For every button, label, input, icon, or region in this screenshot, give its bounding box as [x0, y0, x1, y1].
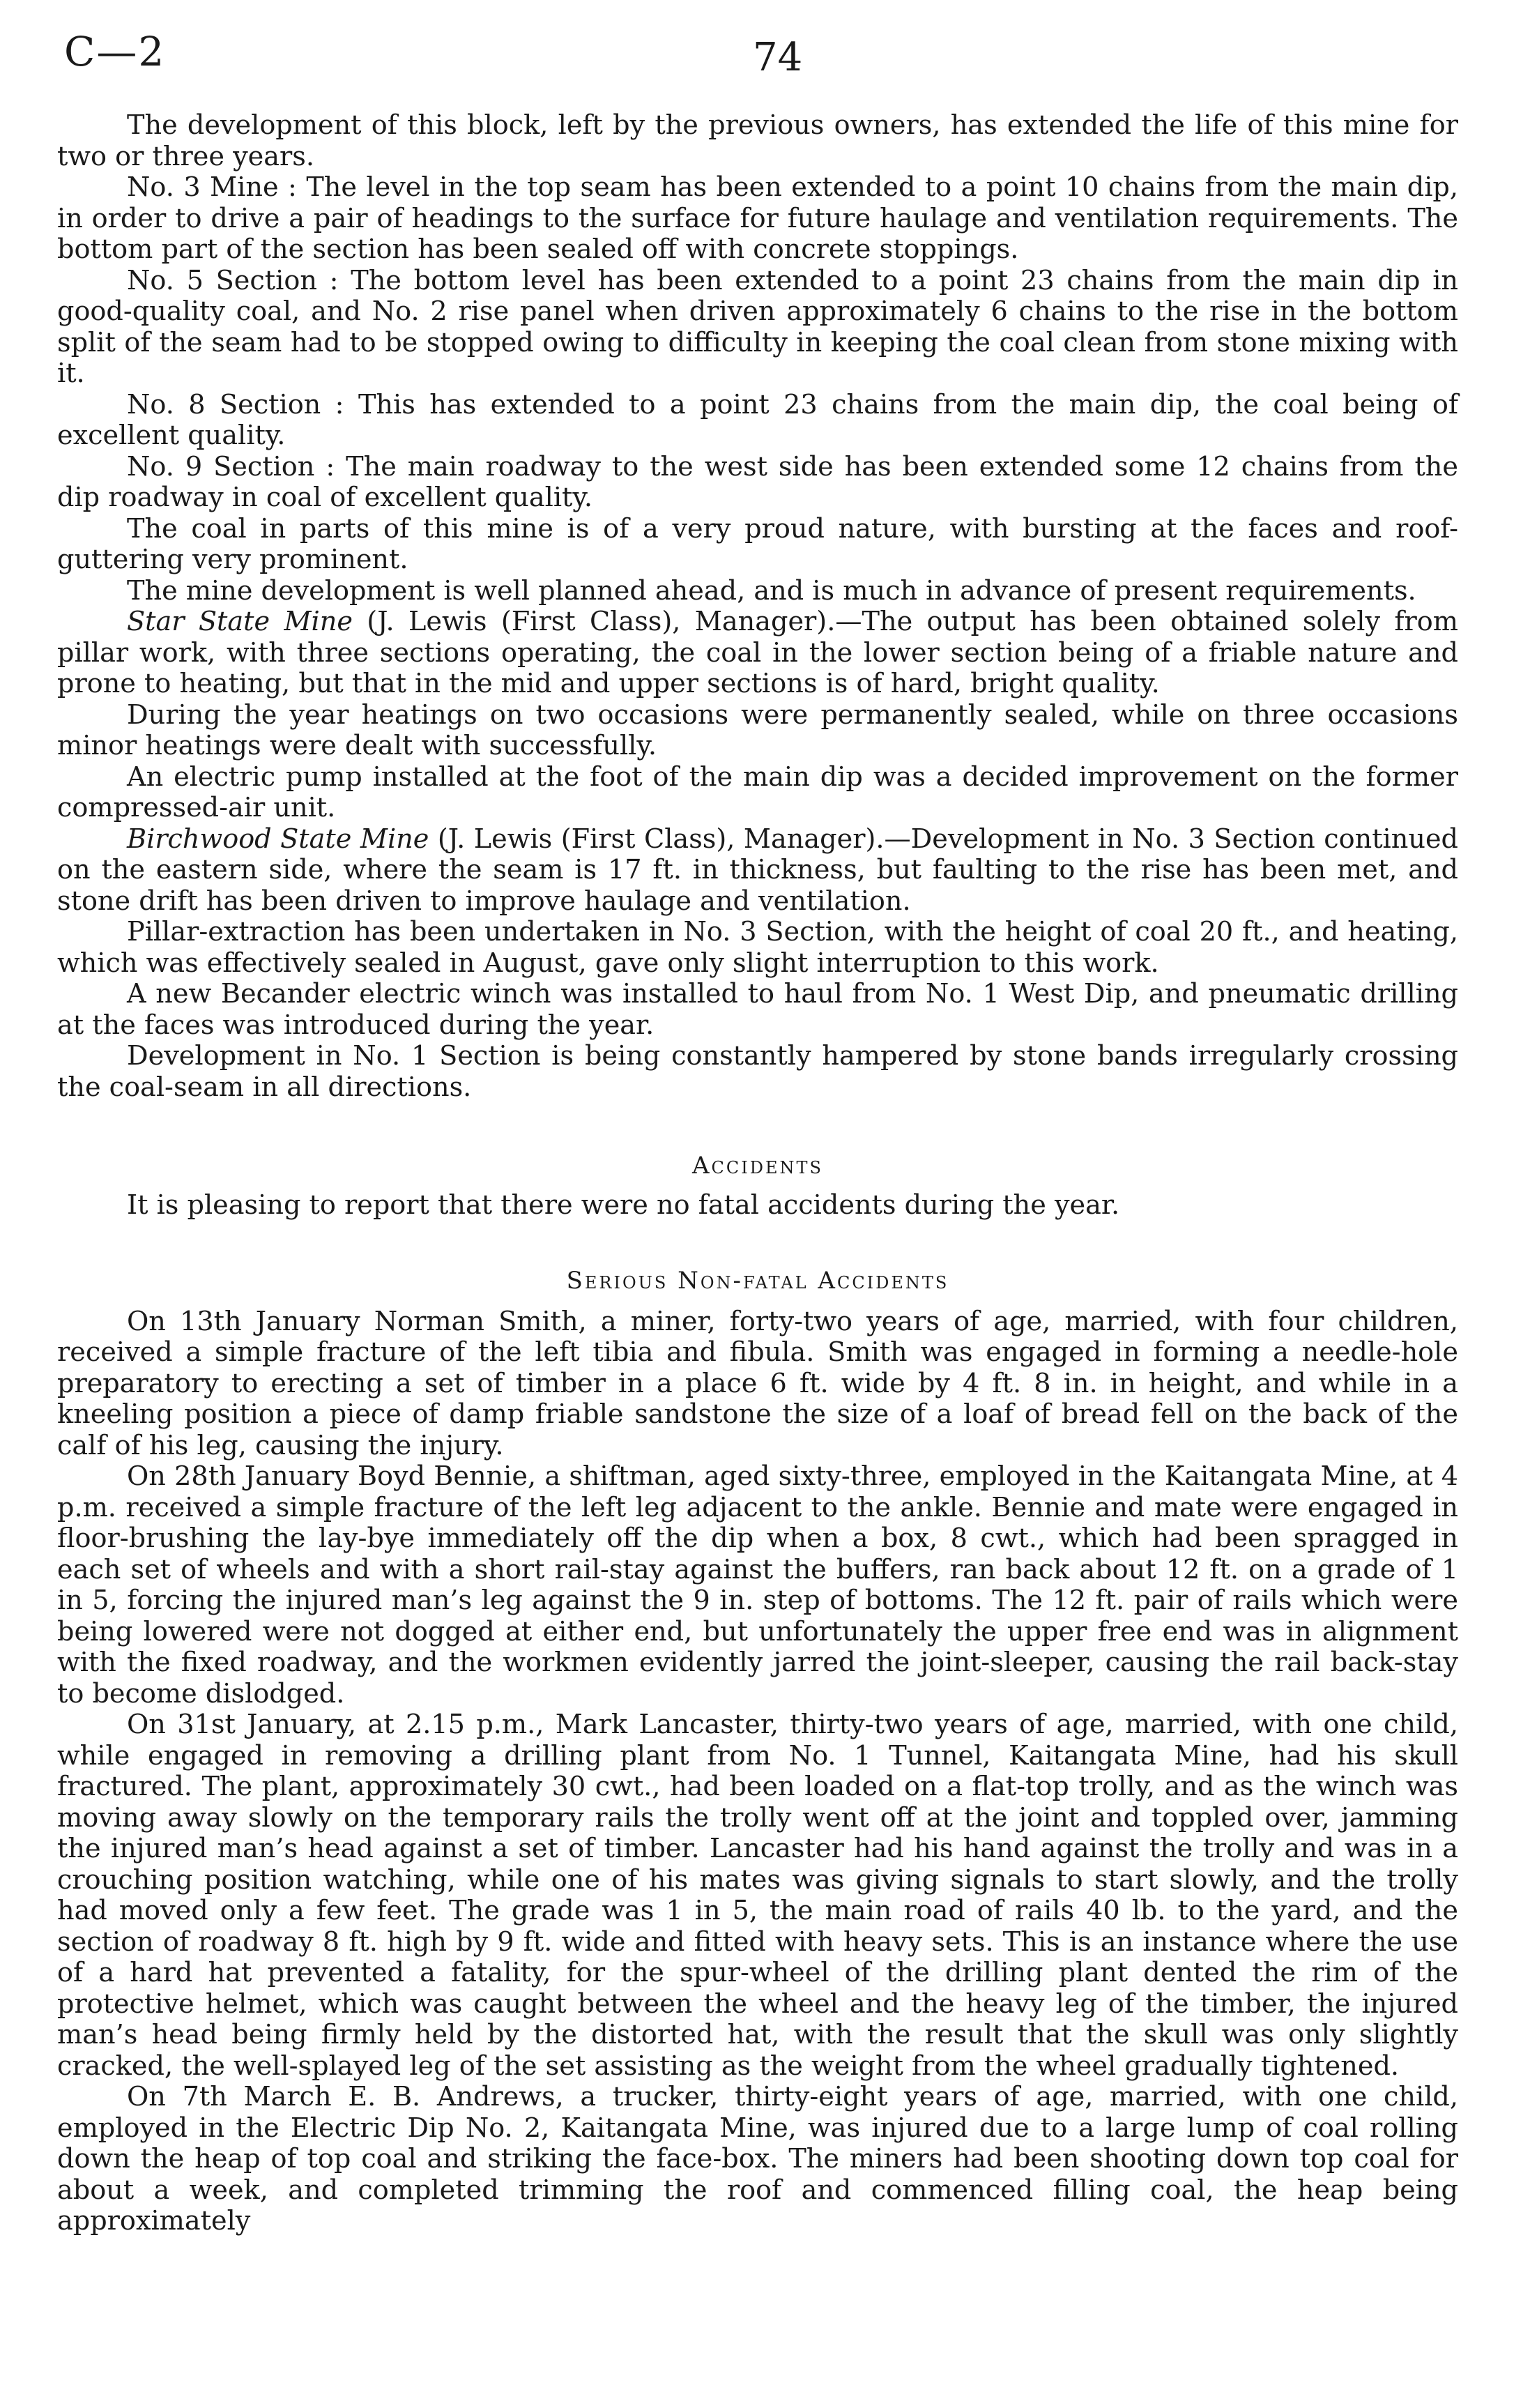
- paragraph: No. 5 Section : The bottom level has been extended to a point 23 chains from the main dip in good-quality coal, and No. 2 rise panel when driven approximately 6 chains to the rise in the bottom split of the seam had to be stopped owing to difficulty in keeping the coal clean from stone mixing with it.: [57, 265, 1458, 389]
- page-number: 74: [753, 35, 803, 80]
- paragraph: It is pleasing to report that there were no fatal accidents during the year.: [127, 1189, 1120, 1221]
- paragraph: The mine development is well planned ahead, and is much in advance of present requirements.: [127, 575, 1416, 607]
- paragraph: On 7th March E. B. Andrews, a trucker, thirty-eight years of age, married, with one child, employed in the Electric Dip No. 2, Kaitangata Mine, was injured due to a large lump of coal rolling down the heap of top coal and striking the face-box. The miners had been shooting down top coal for about a week, and completed trimming the roof and commenced filling coal, the heap being approximately: [57, 2082, 1458, 2236]
- paragraph: Pillar-extraction has been undertaken in No. 3 Section, with the height of coal 20 ft., and heating, which was effectively sealed in August, gave only slight interruption to this work.: [57, 917, 1458, 979]
- paragraph: On 31st January, at 2.15 p.m., Mark Lancaster, thirty-two years of age, married, with one child, while engaged in removing a drilling plant from No. 1 Tunnel, Kaitangata Mine, had his skull fractured. The plant, approximately 30 cwt., had been loaded on a flat-top trolly, and as the winch was moving away slowly on the temporary rails the trolly went off at the joint and toppled over, jamming the injured man’s head against a set of timber. Lancaster had his hand against the trolly and was in a crouching position watching, while one of his mates was giving signals to start slowly, and the trolly had moved only a few feet. The grade was 1 in 5, the main road of rails 40 lb. to the yard, and the section of roadway 8 ft. high by 9 ft. wide and fitted with heavy sets. This is an instance where the use of a hard hat prevented a fatality, for the spur-wheel of the drilling plant dented the rim of the protective helmet, which was caught between the wheel and the heavy leg of the timber, the injured man’s head being firmly held by the distorted hat, with the result that the skull was only slightly cracked, the well-splayed leg of the set assisting as the weight from the wheel gradually tightened.: [57, 1709, 1458, 2082]
- paragraph: [57, 607, 1458, 700]
- paragraph: During the year heatings on two occasions were permanently sealed, while on three occasions minor heatings were dealt with successfully.: [57, 699, 1458, 761]
- mine-name: Star State Mine: [127, 607, 353, 637]
- paragraph: The coal in parts of this mine is of a very proud nature, with bursting at the faces and roof-guttering very prominent.: [57, 513, 1458, 575]
- paragraph: [57, 824, 1458, 917]
- paragraph-text: (J. Lewis (First Class), Manager).—The output has been obtained solely from pillar work, with three sections operating, the coal in the lower section being of a friable nature and prone to heating, but that in the mid and upper sections is of hard, bright quality.: [57, 607, 1458, 699]
- paragraph: An electric pump installed at the foot of the main dip was a decided improvement on the former compressed-air unit.: [57, 761, 1458, 823]
- paragraph: On 13th January Norman Smith, a miner, forty-two years of age, married, with four children, received a simple fracture of the left tibia and fibula. Smith was engaged in forming a needle-hole preparatory to erecting a set of timber in a place 6 ft. wide by 4 ft. 8 in. in height, and while in a kneeling position a piece of damp friable sandstone the size of a loaf of bread fell on the back of the calf of his leg, causing the injury.: [57, 1306, 1458, 1461]
- paragraph: No. 8 Section : This has extended to a point 23 chains from the main dip, the coal being of excellent quality.: [57, 389, 1458, 451]
- paragraph: The development of this block, left by the previous owners, has extended the life of this mine for two or three years.: [57, 110, 1458, 172]
- paragraph-text: (J. Lewis (First Class), Manager).—Development in No. 3 Section continued on the eastern side, where the seam is 17 ft. in thickness, but faulting to the rise has been met, and stone drift has been driven to improve haulage and ventilation.: [57, 823, 1458, 917]
- section-code: C—2: [64, 28, 166, 75]
- section-heading-accidents: Accidents: [692, 1152, 823, 1180]
- paragraph: Development in No. 1 Section is being constantly hampered by stone bands irregularly crossing the coal-seam in all directions.: [57, 1041, 1458, 1103]
- paragraph: No. 9 Section : The main roadway to the west side has been extended some 12 chains from the dip roadway in coal of excellent quality.: [57, 451, 1458, 513]
- paragraph: On 28th January Boyd Bennie, a shiftman, aged sixty-three, employed in the Kaitangata Mine, at 4 p.m. received a simple fracture of the left leg adjacent to the ankle. Bennie and mate were engaged in floor-brushing the lay-bye immediately off the dip when a box, 8 cwt., which had been spragged in each set of wheels and with a short rail-stay against the buffers, ran back about 12 ft. on a grade of 1 in 5, forcing the injured man’s leg against the 9 in. step of bottoms. The 12 ft. pair of rails which were being lowered were not dogged at either end, but unfortunately the upper free end was in alignment with the fixed roadway, and the workmen evidently jarred the joint-sleeper, causing the rail back-stay to become dislodged.: [57, 1461, 1458, 1709]
- mine-name: Birchwood State Mine: [127, 823, 429, 855]
- paragraph: No. 3 Mine : The level in the top seam has been extended to a point 10 chains from the main dip, in order to drive a pair of headings to the surface for future haulage and ventilation requirements. The bottom part of the section has been sealed off with concrete stoppings.: [57, 172, 1458, 265]
- paragraph: A new Becander electric winch was installed to haul from No. 1 West Dip, and pneumatic drilling at the faces was introduced during the year.: [57, 979, 1458, 1041]
- body-text: [57, 110, 1458, 2237]
- section-heading-serious-accidents: Serious Non-fatal Accidents: [566, 1267, 949, 1295]
